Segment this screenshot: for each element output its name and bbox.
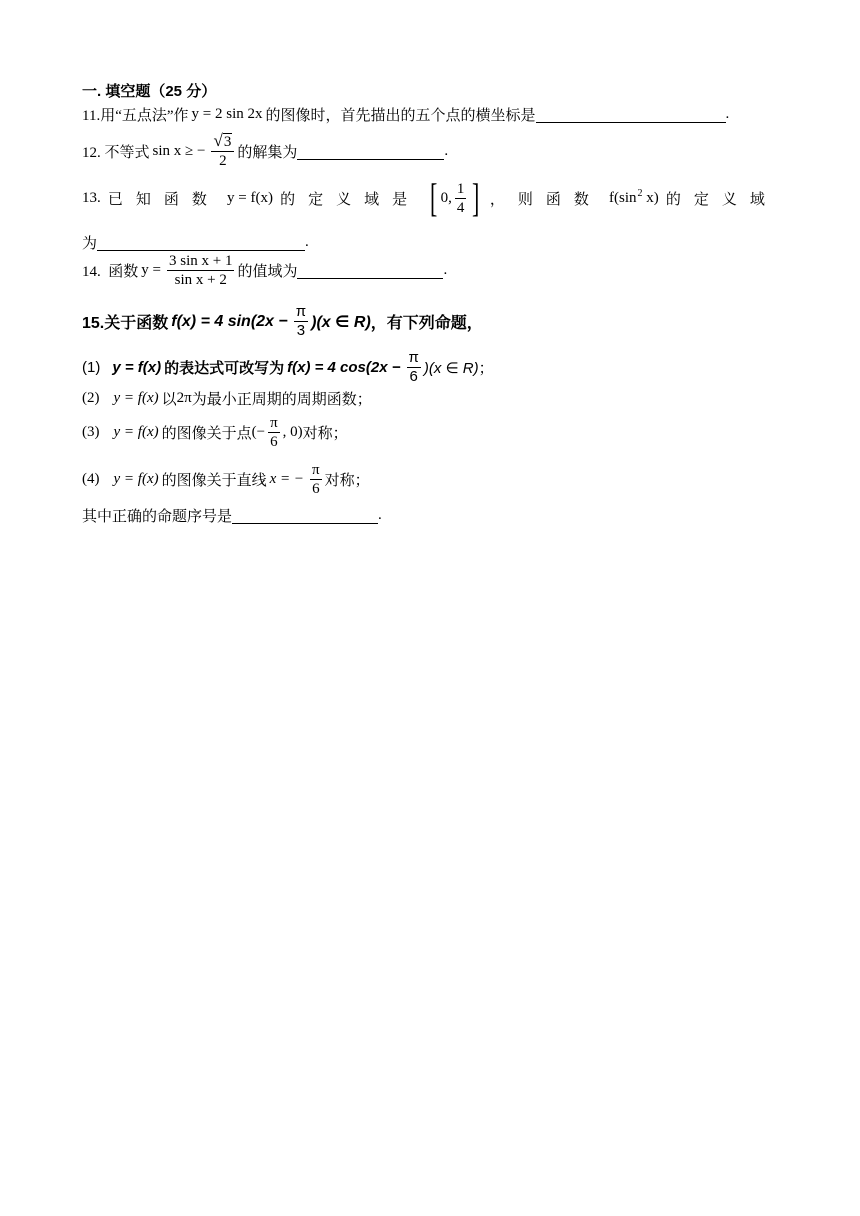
proposition-4 <box>82 461 370 498</box>
p1-func: y = f(x) <box>112 359 162 376</box>
q14-answer-blank[interactable] <box>297 262 443 279</box>
p4-num: π <box>312 462 320 478</box>
q13-end: . <box>305 234 309 250</box>
p3-num: π <box>270 415 278 431</box>
q12-sqrt-arg: 3 <box>223 134 232 150</box>
q14-suffix: 的值域为 <box>237 264 298 280</box>
p3-point-close: , 0) <box>282 424 303 440</box>
p1-fraction <box>407 349 421 386</box>
answer-line <box>82 505 382 526</box>
p3-text-a: 的图像关于点 <box>161 426 252 442</box>
p3-text-b: 对称； <box>302 426 348 442</box>
question-14 <box>82 252 447 289</box>
p1-text: 的表达式可改写为 <box>164 360 285 377</box>
answer-blank[interactable] <box>232 507 378 524</box>
proposition-2 <box>82 388 372 409</box>
p4-den: 6 <box>312 481 320 497</box>
p4-line: x = − <box>269 471 305 487</box>
q11-suffix: 的图像时，首先描出的五个点的横坐标是 <box>265 108 536 124</box>
p3-fraction <box>268 414 280 451</box>
p3-point-open: (− <box>251 424 266 440</box>
p1-formula: f(x) = 4 cos(2x − <box>287 359 401 376</box>
q14-num: 3 sin x + 1 <box>168 253 233 269</box>
p4-text-a: 的图像关于直线 <box>161 473 267 489</box>
p1-num: π <box>408 349 419 366</box>
q12-end: . <box>444 143 449 159</box>
section-heading-text: 一. 填空题（25 分） <box>82 83 217 100</box>
p1-domain: )(x ∈ R) <box>423 359 479 377</box>
q13-den: 4 <box>456 199 465 216</box>
question-11 <box>82 104 729 125</box>
q13-func2: $f(\sin^2$ x) <box>609 187 659 206</box>
q12-answer-blank[interactable] <box>297 143 444 160</box>
p2-text-b: 为最小正周期的周期函数； <box>191 392 372 408</box>
q15-func: f(x) = 4 sin(2x − <box>171 312 288 330</box>
q12-prefix: 12. 不等式 <box>82 145 150 161</box>
q15-den: 3 <box>296 322 306 339</box>
q11-prefix: 11.用“五点法”作 <box>82 108 189 124</box>
section-heading <box>82 80 216 101</box>
question-12 <box>82 133 448 170</box>
q14-end: . <box>443 262 448 278</box>
q15-prefix: 15.关于函数 <box>82 315 169 332</box>
q12-den: 2 <box>219 153 227 169</box>
q13-num: 1 <box>456 180 465 197</box>
q14-lhs: y = <box>141 262 161 278</box>
q15-suffix: ，有下列命题， <box>370 315 483 332</box>
p2-func: y = f(x) <box>113 390 159 406</box>
question-13 <box>82 175 778 220</box>
q13-interval-left: 0, <box>440 189 452 206</box>
q12-fraction: √ 3 2 <box>211 133 234 170</box>
q13-text-d: 的定义域 <box>665 191 778 208</box>
q13-line2-prefix: 为 <box>82 236 98 252</box>
q14-den: sin x + 2 <box>174 272 227 288</box>
q13-text-c: ，则函数 <box>489 191 602 208</box>
q11-answer-blank[interactable] <box>536 106 726 123</box>
p1-end: ； <box>478 360 494 377</box>
q15-fraction <box>294 303 308 340</box>
p3-label: (3) <box>82 424 100 440</box>
q14-prefix: 14. 函数 <box>82 264 139 280</box>
q15-domain: )(x ∈ R) <box>311 313 371 331</box>
q12-suffix: 的解集为 <box>237 145 298 161</box>
q13-func: y = f(x) <box>227 189 273 206</box>
p2-text-a: 以 <box>161 392 177 408</box>
q13-text-b: 的定义域是 <box>280 191 421 208</box>
q13-text-a: 已知函数 <box>107 191 220 208</box>
p3-func: y = f(x) <box>113 424 159 440</box>
p4-fraction <box>310 461 322 498</box>
q13-interval: [ 0, $\frac{1}{4}$ ] <box>430 175 480 220</box>
answer-end: . <box>378 507 382 523</box>
q14-fraction <box>167 252 234 289</box>
p4-func: y = f(x) <box>113 471 159 487</box>
q13-number: 13. <box>82 189 101 206</box>
proposition-3 <box>82 414 348 451</box>
question-13-continued <box>82 232 309 253</box>
p4-label: (4) <box>82 471 100 487</box>
p2-period: 2π <box>176 390 192 406</box>
proposition-1 <box>82 349 494 386</box>
q13-answer-blank[interactable] <box>97 234 305 251</box>
q11-formula: y = 2 sin 2x <box>191 106 263 122</box>
p1-label: (1) <box>82 359 101 376</box>
q15-num: π <box>295 303 307 320</box>
p1-den: 6 <box>409 368 418 385</box>
answer-prefix: 其中正确的命题序号是 <box>82 509 233 525</box>
q12-lhs: sin x ≥ − <box>152 143 206 159</box>
p2-label: (2) <box>82 390 100 406</box>
p4-text-b: 对称； <box>324 473 370 489</box>
q11-end: . <box>725 106 730 122</box>
p3-den: 6 <box>270 434 278 450</box>
question-15 <box>82 303 483 340</box>
